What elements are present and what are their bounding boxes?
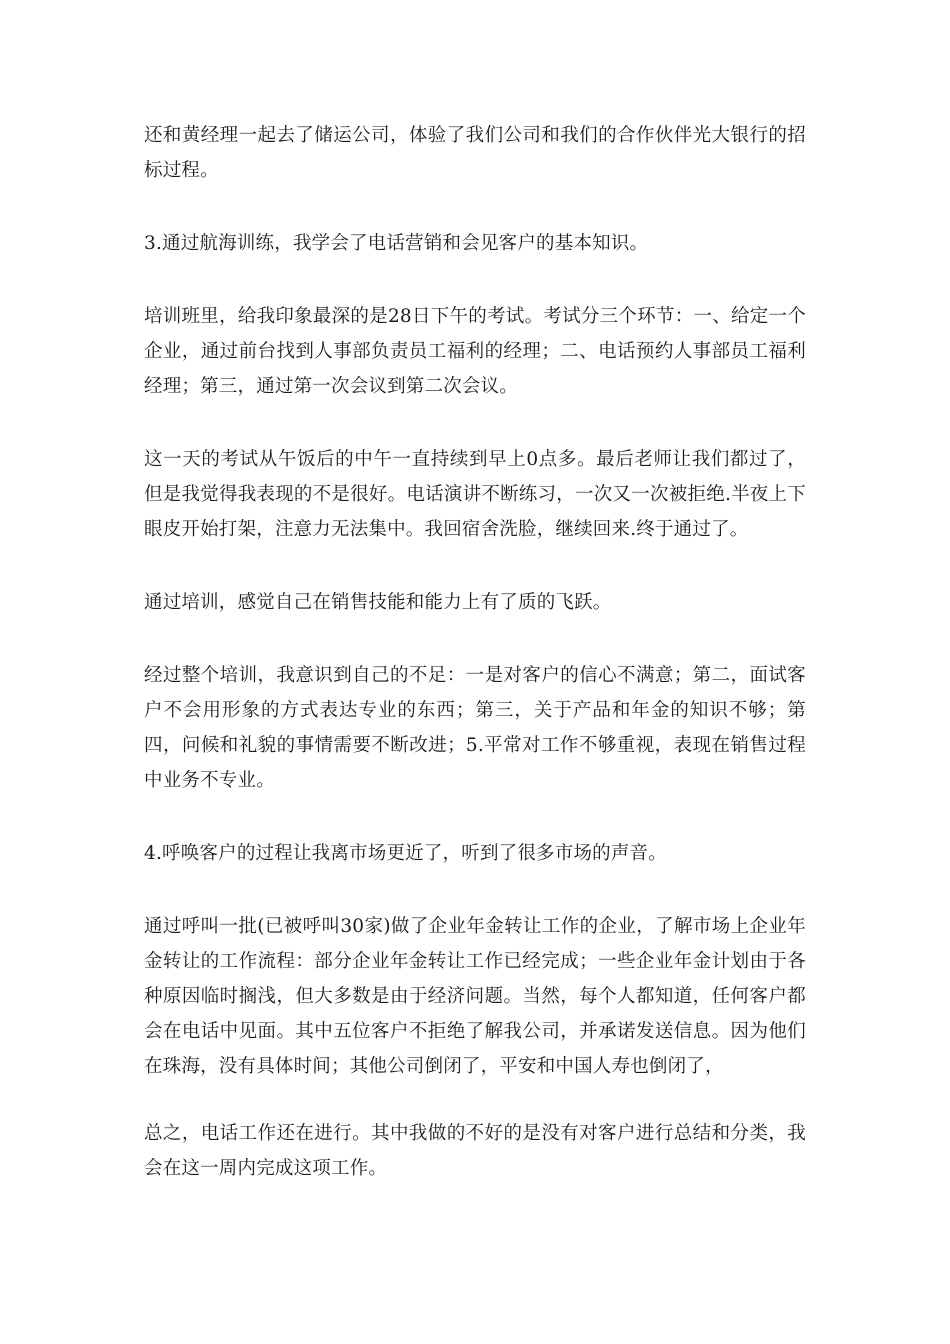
paragraph-summary: 总之，电话工作还在进行。其中我做的不好的是没有对客户进行总结和分类，我会在这一周内完成这项工作。 bbox=[144, 1123, 806, 1179]
paragraph-exam-day: 这一天的考试从午饭后的中午一直持续到早上0点多。最后老师让我们都过了，但是我觉得我表现的不是很好。电话演讲不断练习，一次又一次被拒绝.半夜上下眼皮开始打架，注意力无法集中。我回宿舍洗脸，继续回来.终于通过了。 bbox=[144, 449, 806, 540]
document-body bbox=[144, 118, 806, 1224]
paragraph-point-3: 3.通过航海训练，我学会了电话营销和会见客户的基本知识。 bbox=[144, 233, 649, 254]
paragraph-training-exam: 培训班里，给我印象最深的是28日下午的考试。考试分三个环节：一、给定一个企业，通过前台找到人事部负责员工福利的经理；二、电话预约人事部员工福利经理；第三，通过第一次会议到第二次会议。 bbox=[144, 306, 806, 397]
paragraph-point-4: 4.呼唤客户的过程让我离市场更近了，听到了很多市场的声音。 bbox=[144, 843, 667, 864]
paragraph-training-leap: 通过培训，感觉自己在销售技能和能力上有了质的飞跃。 bbox=[144, 592, 612, 613]
paragraph-shortcomings: 经过整个培训，我意识到自己的不足：一是对客户的信心不满意；第二，面试客户不会用形象的方式表达专业的东西；第三，关于产品和年金的知识不够；第四，问候和礼貌的事情需要不断改进；5.平常对工作不够重视，表现在销售过程中业务不专业。 bbox=[144, 665, 806, 791]
paragraph-warehouse-visit: 还和黄经理一起去了储运公司，体验了我们公司和我们的合作伙伴光大银行的招标过程。 bbox=[144, 125, 806, 181]
paragraph-calling-customers: 通过呼叫一批(已被呼叫30家)做了企业年金转让工作的企业，了解市场上企业年金转让的工作流程：部分企业年金转让工作已经完成；一些企业年金计划由于各种原因临时搁浅，但大多数是由于经济问题。当然，每个人都知道，任何客户都会在电话中见面。其中五位客户不拒绝了解我公司，并承诺发送信息。因为他们在珠海，没有具体时间；其他公司倒闭了，平安和中国人寿也倒闭了， bbox=[144, 916, 806, 1077]
